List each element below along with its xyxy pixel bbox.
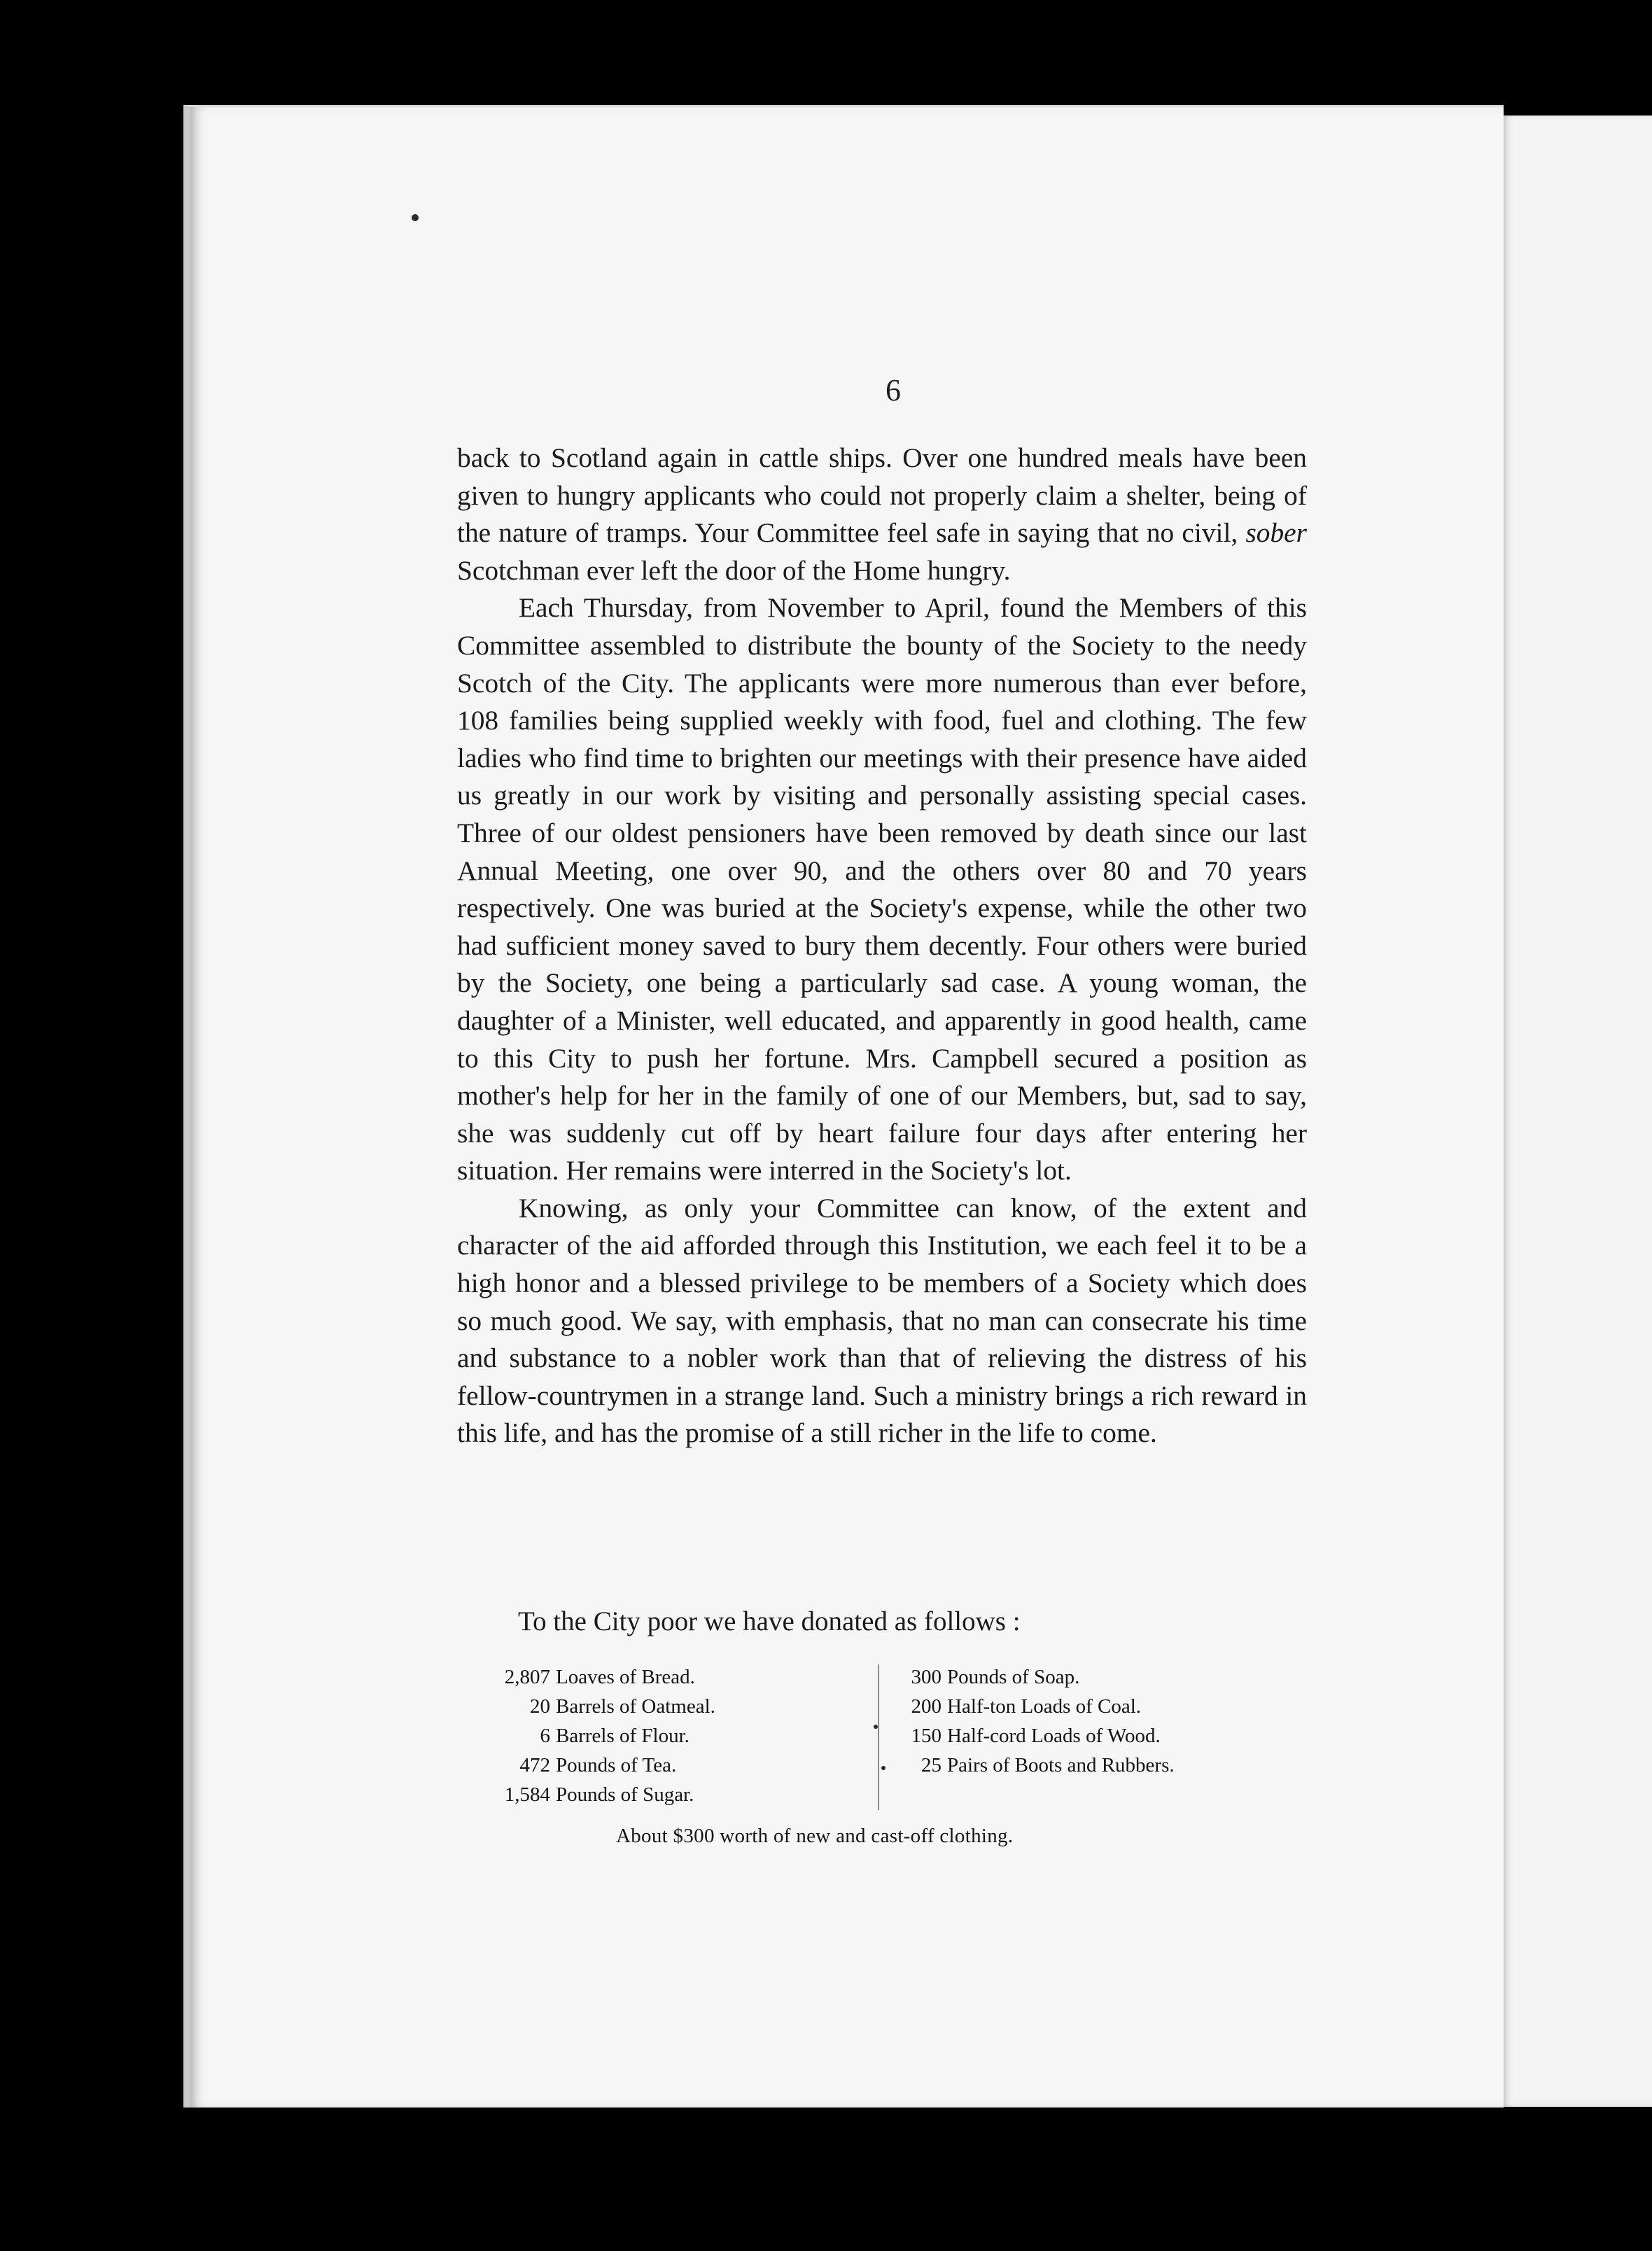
item-description: Pounds of Soap. — [947, 1666, 1080, 1688]
list-item — [892, 1751, 1326, 1780]
list-item — [892, 1721, 1326, 1751]
list-item — [483, 1662, 777, 1692]
ink-speck — [881, 1766, 886, 1770]
item-quantity: 472 — [519, 1754, 550, 1776]
item-description: Pounds of Tea. — [556, 1754, 677, 1776]
item-description: Loaves of Bread. — [556, 1666, 695, 1688]
list-item — [483, 1751, 777, 1780]
donation-list-right — [892, 1662, 1326, 1780]
adjacent-page-edge — [1497, 115, 1652, 2107]
list-item — [483, 1721, 777, 1751]
body-text — [457, 440, 1307, 1452]
item-quantity: 25 — [921, 1754, 941, 1776]
list-item — [892, 1692, 1326, 1721]
page-number: 6 — [886, 373, 901, 407]
paragraph-3 — [457, 1190, 1307, 1452]
item-description: Pounds of Sugar. — [556, 1783, 694, 1806]
item-description: Barrels of Flour. — [556, 1725, 690, 1747]
ink-speck — [874, 1725, 878, 1729]
item-quantity: 6 — [540, 1725, 550, 1747]
item-quantity: 150 — [911, 1725, 941, 1747]
ink-speck — [412, 214, 419, 221]
item-quantity: 2,807 — [504, 1666, 550, 1688]
paragraph-1-emphasis: sober — [1245, 517, 1307, 549]
list-item — [483, 1780, 777, 1809]
item-description: Barrels of Oatmeal. — [556, 1695, 715, 1718]
item-quantity: 300 — [911, 1666, 941, 1688]
paragraph-2-text: Each Thursday, from November to April, found the Members of this Committee assembled to distribute the bounty of the Society to the needy Scotch of the City. The applicants were more numerous than ever before, 108 families being supplied weekly with food, fuel and clothing. The few ladies who find time to brighten our meetings with their presence have aided us greatly in our work by visiting and personally assisting special cases. Three of our oldest pensioners have been removed by death since our last Annual Meeting, one over 90, and the others over 80 and 70 years respectively. One was buried at the Society's expense, while the other two had sufficient money saved to bury them decently. Four others were buried by the Society, one being a particularly sad case. A young woman, the daughter of a Minister, well educated, and apparently in good health, came to this City to push her fortune. Mrs. Campbell secured a position as mother's help for her in the family of one of our Members, but, sad to say, she was suddenly cut off by heart failure four days after entering her situation. Her remains were interred in the Society's lot. — [457, 592, 1307, 1186]
paragraph-1-text-a: back to Scotland again in cattle ships. Over one hundred meals have been given to hungry applicants who could not properly claim a shelter, being of the nature of tramps. Your Committee feel safe in saying that no civil, — [457, 442, 1307, 549]
paragraph-2 — [457, 589, 1307, 1190]
item-quantity: 1,584 — [504, 1783, 550, 1806]
donation-intro: To the City poor we have donated as follows : — [518, 1606, 1021, 1636]
donation-list-left — [483, 1662, 777, 1809]
item-quantity: 20 — [530, 1695, 550, 1718]
paragraph-1 — [457, 440, 1307, 589]
clothing-note: About $300 worth of new and cast-off clothing. — [616, 1825, 1014, 1847]
paragraph-1-text-b: Scotchman ever left the door of the Home hungry. — [457, 554, 1011, 586]
item-quantity: 200 — [911, 1695, 941, 1718]
paragraph-3-text: Knowing, as only your Committee can know, of the extent and character of the aid afforded through this Institution, we each feel it to be a high honor and a blessed privilege to be members of a Society which does so much good. We say, with emphasis, that no man can consecrate his time and substance to a nobler work than that of relieving the distress of his fellow-countrymen in a strange land. Such a ministry brings a rich reward in this life, and has the promise of a still richer in the life to come. — [457, 1192, 1307, 1449]
column-divider — [878, 1664, 879, 1810]
item-description: Half-ton Loads of Coal. — [947, 1695, 1142, 1718]
list-item — [483, 1692, 777, 1721]
item-description: Pairs of Boots and Rubbers. — [947, 1754, 1175, 1776]
item-description: Half-cord Loads of Wood. — [947, 1725, 1161, 1747]
list-item — [892, 1662, 1326, 1692]
